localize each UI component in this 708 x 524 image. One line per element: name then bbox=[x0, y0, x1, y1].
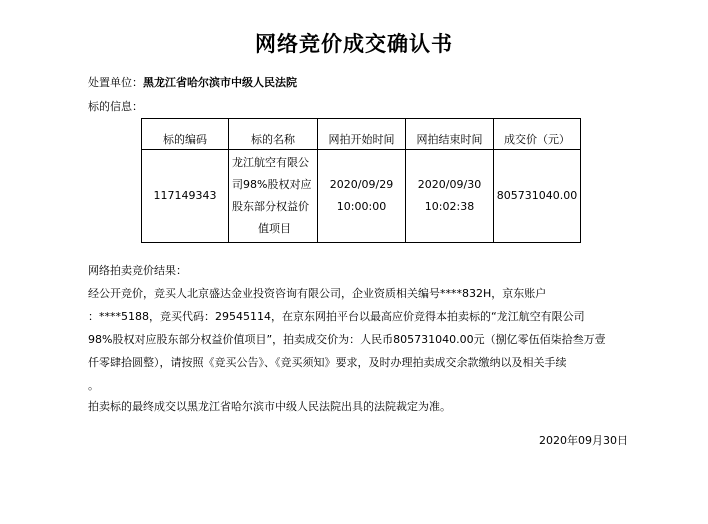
start-date: 2020/09/29 bbox=[329, 178, 394, 191]
cell-end-time bbox=[406, 150, 494, 243]
table-header-row bbox=[142, 119, 581, 150]
result-paragraph bbox=[88, 282, 633, 397]
header-code: 标的编码 bbox=[142, 119, 229, 150]
disposal-unit-value: 黑龙江省哈尔滨市中级人民法院 bbox=[143, 76, 297, 89]
final-note: 拍卖标的最终成交以黑龙江省哈尔滨市中级人民法院出具的法院裁定为准。 bbox=[88, 400, 451, 413]
name-line: 股东部分权益价 bbox=[232, 200, 309, 213]
name-line: 值项目 bbox=[258, 222, 291, 235]
cell-name bbox=[229, 150, 318, 243]
cell-start-time bbox=[318, 150, 406, 243]
header-end-time: 网拍结束时间 bbox=[406, 119, 494, 150]
result-line: ：****5188，竞买代码：29545114，在京东网拍平台以最高应价竞得本拍卖标的“龙江航空有限公司 bbox=[88, 310, 585, 323]
result-line: 经公开竞价，竞买人北京盛达金业投资咨询有限公司，企业资质相关编号****832H，京东账户 bbox=[88, 287, 547, 300]
name-line: 龙江航空有限公 bbox=[232, 156, 309, 169]
cell-code: 117149343 bbox=[142, 150, 229, 243]
document-title: 网络竞价成交确认书 bbox=[255, 32, 453, 56]
result-line: 仟零肆拾圆整），请按照《竞买公告》、《竞买须知》要求，及时办理拍卖成交余款缴纳以及相关手续 bbox=[88, 356, 567, 369]
start-time: 10:00:00 bbox=[336, 200, 387, 213]
name-line: 司98%股权对应 bbox=[232, 178, 312, 191]
result-line: 98%股权对应股东部分权益价值项目”，拍卖成交价为：人民币805731040.00元（捌亿零伍佰柒拾叁万壹 bbox=[88, 333, 606, 346]
subject-info-label: 标的信息： bbox=[88, 100, 143, 113]
subject-info-table bbox=[141, 118, 581, 243]
result-heading: 网络拍卖竞价结果： bbox=[88, 264, 187, 277]
document-date: 2020年09月30日 bbox=[539, 434, 628, 447]
result-line: 。 bbox=[88, 379, 99, 392]
cell-price: 805731040.00 bbox=[494, 150, 581, 243]
end-date: 2020/09/30 bbox=[417, 178, 482, 191]
disposal-unit-label: 处置单位： bbox=[88, 76, 143, 89]
end-time: 10:02:38 bbox=[424, 200, 475, 213]
disposal-unit bbox=[88, 74, 297, 90]
table-row bbox=[142, 150, 581, 243]
header-price: 成交价（元） bbox=[494, 119, 581, 150]
header-start-time: 网拍开始时间 bbox=[318, 119, 406, 150]
header-name: 标的名称 bbox=[229, 119, 318, 150]
